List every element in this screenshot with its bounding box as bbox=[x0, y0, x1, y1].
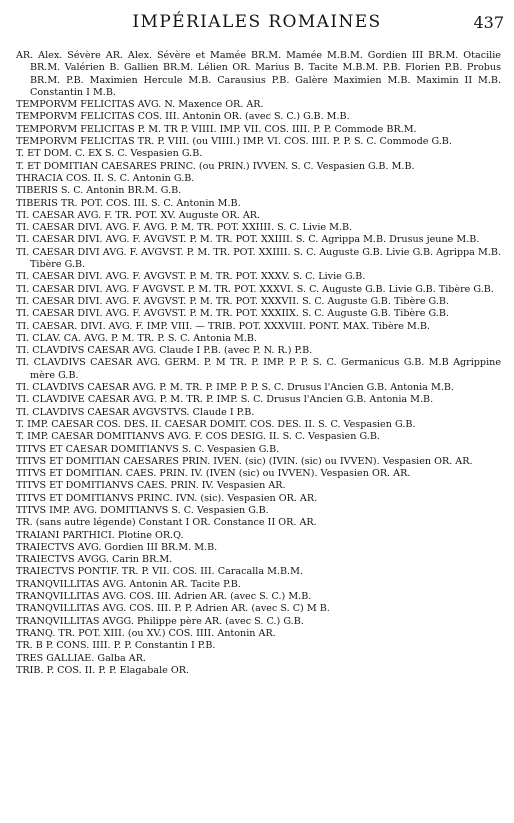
index-entry: TRAIECTVS AVG. Gordien III BR.M. M.B. bbox=[16, 541, 218, 553]
index-entry: TI. CAESAR DIVI. AVG. F. AVGVST. P. M. TR. POT. XXXV. S. C. Livie G.B. bbox=[16, 271, 366, 283]
index-entry: TEMPORVM FELICITAS TR. P. VIII. (ou VIIII.) IMP. VI. COS. IIII. P. P. S. C. Commode G.B. bbox=[16, 136, 452, 148]
index-entry: TI. CAESAR. DIVI. AVG. F. IMP. VIII. — TRIB. POT. XXXVIII. PONT. MAX. Tibère M.B. bbox=[16, 320, 430, 332]
index-entry: TI. CLAVDIVS CAESAR AVG. P. M. TR. P. IMP. P. P. S. C. Drusus l'Ancien G.B. Antonia M.B. bbox=[16, 382, 454, 394]
index-entry: TI. CAESAR DIVI. AVG. F. AVGVST. P. M. TR. POT. XXXIIX. S. C. Auguste G.B. Tibère G.B. bbox=[16, 308, 449, 320]
index-entry: TI. CLAV. CA. AVG. P. M. TR. P. S. C. Antonia M.B. bbox=[16, 332, 257, 344]
index-entry: TITVS ET DOMITIAN. CAES. PRIN. IV. (IVEN (sic) ou IVVEN). Vespasien OR. AR. bbox=[16, 468, 411, 480]
index-entry: TRANQVILLITAS AVG. COS. III. P. P. Adrien AR. (avec S. C) M B. bbox=[16, 603, 330, 615]
index-entry: TRANQVILLITAS AVG. COS. III. Adrien AR. (avec S. C.) M.B. bbox=[16, 591, 312, 603]
index-entry: TRES GALLIAE. Galba AR. bbox=[16, 652, 146, 664]
index-entry: TEMPORVM FELICITAS AVG. N. Maxence OR. AR. bbox=[16, 99, 264, 111]
index-entry: T. ET DOMITIAN CAESARES PRINC. (ou PRIN.) IVVEN. S. C. Vespasien G.B. M.B. bbox=[16, 160, 415, 172]
page-header bbox=[10, 12, 504, 38]
index-entry: THRACIA COS. II. S. C. Antonin G.B. bbox=[16, 172, 195, 184]
index-entry: TEMPORVM FELICITAS COS. III. Antonin OR. (avec S. C.) G.B. M.B. bbox=[16, 111, 350, 123]
page-number: 437 bbox=[473, 13, 504, 32]
index-entry: TI. CLAVDIVS CAESAR AVG. Claude I P.B. (avec P. N. R.) P.B. bbox=[16, 345, 313, 357]
index-entry: TIBERIS S. C. Antonin BR.M. G.B. bbox=[16, 185, 182, 197]
running-title: IMPÉRIALES ROMAINES bbox=[132, 12, 382, 32]
index-entry: T. IMP. CAESAR DOMITIANVS AVG. F. COS DESIG. II. S. C. Vespasien G.B. bbox=[16, 431, 380, 443]
index-entry: TI. CLAVDIVE CAESAR AVG. P. M. TR. P. IMP. S. C. Drusus l'Ancien G.B. Antonia M.B. bbox=[16, 394, 434, 406]
index-entry: TI. CAESAR DIVI. AVG. F. AVG. P. M. TR. POT. XXIIII. S. C. Livie M.B. bbox=[16, 222, 353, 234]
index-entry: TI. CAESAR DIVI AVG. F. AVGVST. P. M. TR. POT. XXIIII. S. C. Auguste G.B. Livie G.B. Agrippa M.B. Tibère G.B. bbox=[16, 246, 501, 271]
index-entry: TRAIANI PARTHICI. Plotine OR.Q. bbox=[16, 529, 184, 541]
index-entry: TITVS IMP. AVG. DOMITIANVS S. C. Vespasien G.B. bbox=[16, 504, 269, 516]
index-entry: TITVS ET DOMITIANVS PRINC. IVN. (sic). Vespasien OR. AR. bbox=[16, 492, 318, 504]
index-entry: TRIB. P. COS. II. P. P. Elagabale OR. bbox=[16, 664, 190, 676]
index-entry: TR. (sans autre légende) Constant I OR. Constance II OR. AR. bbox=[16, 517, 317, 529]
index-entry: TI. CAESAR DIVI. AVG. F. AVGVST. P. M. TR. POT. XXIIII. S. C. Agrippa M.B. Drusus jeune M.B. bbox=[16, 234, 480, 246]
index-entry: TIBERIS TR. POT. COS. III. S. C. Antonin M.B. bbox=[16, 197, 241, 209]
index-entry: TI. CAESAR AVG. F. TR. POT. XV. Auguste OR. AR. bbox=[16, 209, 261, 221]
index-entry: TI. CLAVDIVS CAESAR AVG. GERM. P. M TR. P. IMP. P. P. S. C. Germanicus G.B. M.B Agrippine mère G.B. bbox=[16, 357, 501, 381]
index-entry: AR. Alex. Sévère AR. Alex. Sévère et Mamée BR.M. Mamée M.B.M. Gordien III BR.M. Otacilie BR.M. Valérien B. Gallien BR.M. Lélien OR. Marius B. Tacite M.B.M. P.B. Florien P.B. Probus BR.M. P.B. Maximien Hercule M.B. Carausius P.B. Galère Maximien M.B. Maximin II M.B. Constantin I M.B. bbox=[16, 50, 501, 98]
index-entry: TRAIECTVS PONTIF. TR. P. VII. COS. III. Caracalla M.B.M. bbox=[16, 566, 303, 578]
index-entry: TI. CLAVDIVS CAESAR AVGVSTVS. Claude I P.B. bbox=[16, 406, 255, 418]
index-entry: TRANQ. TR. POT. XIII. (ou XV.) COS. IIII. Antonin AR. bbox=[16, 627, 276, 639]
index-entry: TRANQVILLITAS AVG. Antonin AR. Tacite P.B. bbox=[16, 578, 241, 590]
legend-index-list bbox=[16, 50, 501, 677]
index-entry: T. IMP. CAESAR COS. DES. II. CAESAR DOMIT. COS. DES. II. S. C. Vespasien G.B. bbox=[16, 418, 416, 430]
index-entry: TRANQVILLITAS AVGG. Philippe père AR. (avec S. C.) G.B. bbox=[16, 615, 304, 627]
index-entry: TRAIECTVS AVGG. Carin BR.M. bbox=[16, 554, 173, 566]
index-entry: TI. CAESAR DIVI. AVG. F AVGVST. P. M. TR. POT. XXXVI. S. C. Auguste G.B. Livie G.B. Tibère G.B. bbox=[16, 283, 494, 295]
index-entry: TI. CAESAR DIVI. AVG. F. AVGVST. P. M. TR. POT. XXXVII. S. C. Auguste G.B. Tibère G.B. bbox=[16, 295, 450, 307]
index-entry: TR. B P. CONS. IIII. P. P. Constantin I P.B. bbox=[16, 640, 216, 652]
index-entry: T. ET DOM. C. EX S. C. Vespasien G.B. bbox=[16, 148, 203, 160]
index-entry: TITVS ET DOMITIANVS CAES. PRIN. IV. Vespasien AR. bbox=[16, 480, 286, 492]
index-entry: TEMPORVM FELICITAS P. M. TR P. VIIII. IMP. VII. COS. IIII. P. P. Commode BR.M. bbox=[16, 123, 417, 135]
index-entry: TITVS ET CAESAR DOMITIANVS S. C. Vespasien G.B. bbox=[16, 443, 280, 455]
index-entry: TITVS ET DOMITIAN CAESARES PRIN. IVEN. (sic) (IVIN. (sic) ou IVVEN). Vespasien OR. AR. bbox=[16, 455, 473, 467]
